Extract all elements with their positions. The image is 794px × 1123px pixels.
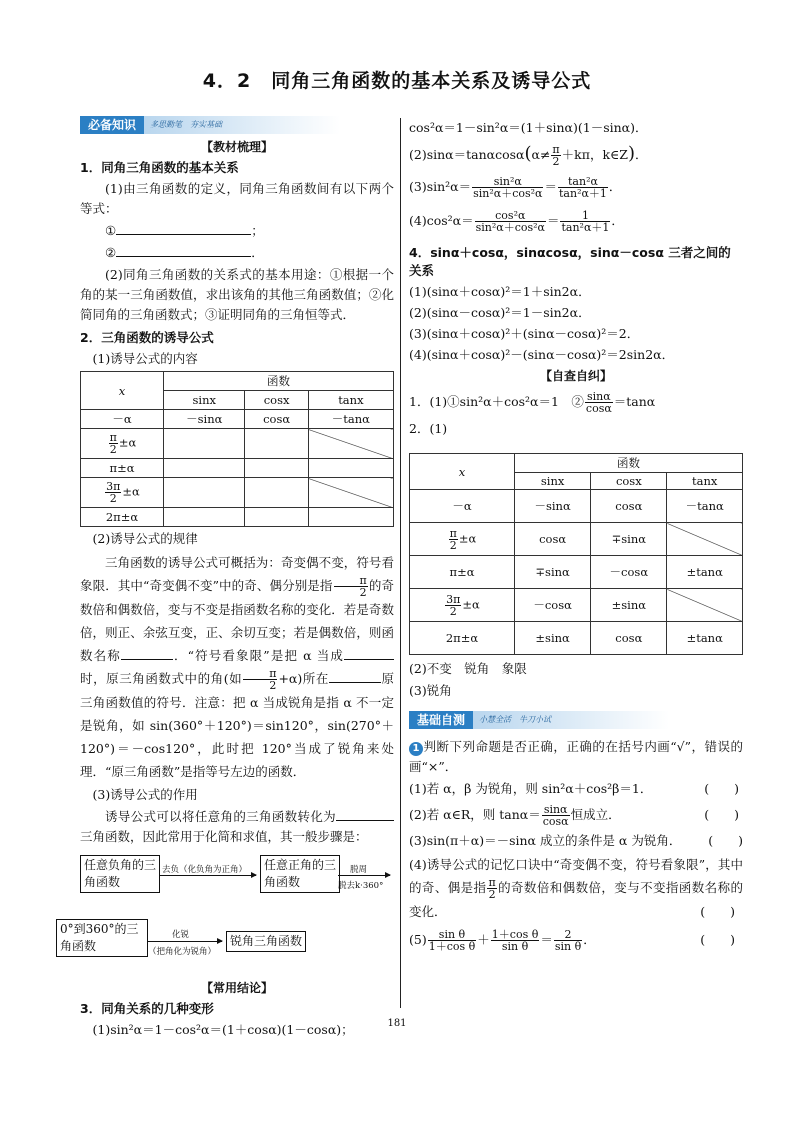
text: (3)sin²α＝ (409, 179, 472, 194)
formula-line: cos²α＝1－sin²α＝(1＋sinα)(1－sinα)． (409, 120, 648, 135)
text: (1)若 α，β 为锐角，则 sin²α＋cos²β＝1． (409, 781, 653, 796)
row-label: π±α (410, 556, 515, 589)
frac-den: sin θ (501, 940, 529, 953)
frac-den: 2 (109, 443, 117, 456)
table-cell (164, 478, 245, 508)
row-label (81, 478, 164, 508)
table-header-x: x (410, 454, 515, 490)
text: (4)诱导公式的记忆口诀中“奇变偶不变，符号看象限”，其中的奇、偶是指 (409, 857, 743, 895)
flow-box: 任意负角的三角函数 (80, 855, 160, 893)
text: ＋kπ，k∈Z (561, 147, 628, 162)
table-header-group: 函数 (515, 454, 743, 473)
answer-paren[interactable]: ( ) (700, 932, 735, 947)
row-label: π±α (81, 459, 164, 478)
table-col-header: cosx (245, 391, 308, 410)
text: 原三角函数值的符号．注意：把 α 当成锐角是指 α 不一定是锐角，如 sin(360°＋120°)＝sin120°，sin(270°＋120°)＝－cos120°，此时把 120°当成了锐角来处理．“原三角函数”是指等号左边的函数． (80, 671, 394, 779)
right-column (409, 116, 743, 957)
frac-num: π (243, 668, 277, 680)
frac-num: 3π (446, 592, 461, 606)
text: (4)cos²α＝ (409, 213, 474, 228)
row-label: 2π±α (410, 622, 515, 655)
frac-num: 2 (554, 929, 582, 941)
flow-label: 化锐 (172, 930, 190, 940)
frac-den: tan²α＋1 (559, 187, 607, 200)
question-text (409, 737, 743, 777)
fill-blank (329, 670, 381, 683)
table-cell (245, 459, 308, 478)
answer-paren[interactable]: ( ) (708, 833, 743, 848)
table-cell: ∓sinα (515, 556, 591, 589)
table-cell: cosα (245, 410, 308, 429)
table-cell (164, 459, 245, 478)
frac-den: cosα (585, 402, 612, 415)
table-row (410, 490, 743, 523)
formula-line: (2)(sinα－cosα)²＝1－sin2α． (409, 305, 591, 320)
banner-tag: 必备知识 (80, 116, 144, 134)
fill-blank (116, 222, 251, 235)
table-cell: ∓sinα (591, 523, 667, 556)
text: +α)所在 (278, 671, 329, 686)
page-title: 4．2 同角三角函数的基本关系及诱导公式 (202, 70, 592, 92)
question-number-badge: 1 (409, 742, 423, 756)
formula-line: (1)(sinα＋cosα)²＝1＋sin2α． (409, 284, 591, 299)
section-banner-jichu (409, 711, 743, 729)
answer-paren[interactable]: ( ) (704, 781, 739, 796)
frac-num: π (488, 876, 496, 889)
answer-line (409, 387, 743, 417)
subsection-heading: 【自查自纠】 (539, 369, 612, 383)
table-cell (245, 478, 308, 508)
frac-num: tan²α (558, 176, 608, 188)
table-cell: cosα (515, 523, 591, 556)
banner-slogan: 多思勤笔 夯实基础 (144, 116, 340, 134)
flow-arrow (160, 875, 256, 876)
text: α≠ (531, 147, 551, 162)
text: (2)若 α∈R，则 tanα＝ (409, 807, 541, 822)
table-row (81, 478, 394, 508)
text: 时，原三角函数式中的角(如 (80, 671, 243, 686)
table-row (410, 589, 743, 622)
banner-tag: 基础自测 (409, 711, 473, 729)
frac-den: 2 (449, 604, 457, 618)
table-col-header: sinx (164, 391, 245, 410)
label-tail: ±α (458, 531, 477, 545)
flow-arrow (338, 875, 390, 876)
table-cell: －cosα (591, 556, 667, 589)
frac-num: π (552, 143, 560, 156)
row-label: －α (81, 410, 164, 429)
section-banner-bibei (80, 116, 394, 134)
paragraph: (1)由三角函数的定义，同角三角函数间有以下两个等式： (80, 181, 394, 216)
subheading: (3)诱导公式的作用 (92, 787, 198, 802)
formula-table-blank (80, 371, 394, 527)
frac-num: sin θ (428, 929, 477, 941)
table-cell (164, 429, 245, 459)
subsection-heading: 【常用结论】 (200, 981, 273, 995)
flow-box: 任意正角的三角函数 (260, 855, 340, 893)
formula-line: (4)(sinα＋cosα)²－(sinα－cosα)²＝2sin2α． (409, 347, 675, 362)
blank-line (80, 243, 394, 263)
frac-num: 1＋cos θ (491, 928, 539, 941)
fill-blank (336, 808, 394, 821)
frac-den: 2 (359, 586, 367, 599)
frac-den: 2 (269, 679, 277, 692)
text: ＝tanα (613, 394, 656, 409)
text: (5) (409, 932, 427, 947)
section-title: 2．三角函数的诱导公式 (80, 330, 214, 345)
flow-diagram (60, 853, 394, 973)
frac-den: sin²α＋cos²α (475, 221, 545, 234)
subheading: (2)诱导公式的规律 (92, 531, 198, 546)
table-col-header: tanx (308, 391, 393, 410)
frac-num: 1 (560, 210, 610, 222)
formula-line: (2)sinα＝tanαcosα(α≠ $\frac{\pi}{2}$ ＋kπ，k∈Z)． (409, 143, 648, 168)
flow-label: （把角化为锐角） (148, 947, 217, 957)
table-cell (308, 459, 393, 478)
text: 判断下列命题是否正确，正确的在括号内画“√”，错误的画“×”． (409, 739, 743, 774)
section-title: 4．sinα＋cosα，sinαcosα，sinα－cosα 三者之间的关系 (409, 245, 731, 278)
paragraph: (2)同角三角函数的关系式的基本用途：①根据一个角的某一三角函数值，求出该角的其他三角函数值；②化简同角的三角函数式；③证明同角的三角恒等式． (80, 267, 394, 322)
question-item (409, 853, 743, 923)
flow-box: 锐角三角函数 (226, 931, 306, 952)
frac-num: sinα (585, 391, 613, 403)
table-row (81, 459, 394, 478)
table-cell: ±tanα (667, 622, 743, 655)
text: 恒成立． (570, 807, 621, 822)
left-column (60, 116, 394, 1042)
frac-den: 2 (552, 155, 560, 168)
table-cell: －tanα (667, 490, 743, 523)
table-cell: ±sinα (591, 589, 667, 622)
table-col-header: sinx (515, 473, 591, 490)
frac-den: cosα (542, 815, 569, 828)
section-title: 1．同角三角函数的基本关系 (80, 160, 239, 175)
label-tail: ±α (118, 435, 137, 450)
frac-num: 3π (106, 480, 121, 493)
formula-line: (4)cos²α＝ $\frac{\text{cos²α}}{\text{sin²α＋cos²α}}$ ＝ $\frac{1}{\text{tan²α＋1}}$ ． (409, 209, 624, 234)
table-cell: ±sinα (515, 622, 591, 655)
answer-line: (2)不变 锐角 象限 (409, 661, 527, 676)
table-cell: －sinα (164, 410, 245, 429)
table-header-group: 函数 (164, 372, 394, 391)
label-tail: ±α (122, 484, 140, 499)
fill-blank (344, 647, 394, 660)
question-item (409, 831, 743, 851)
table-cell-diagonal (308, 429, 393, 459)
text: 的奇数倍和偶数倍，变与不变指函数名称的变化． (409, 880, 743, 919)
text: 诱导公式可以将任意角的三角函数转化为 (105, 809, 336, 824)
label-tail: ±α (462, 597, 480, 611)
table-row (410, 622, 743, 655)
table-cell (164, 508, 245, 527)
table-row (81, 508, 394, 527)
subsection-heading: 【教材梳理】 (200, 140, 273, 154)
text: 1．(1)①sin²α＋cos²α＝1 ② (409, 394, 584, 409)
table-cell-diagonal (667, 589, 743, 622)
frac-num: π (334, 575, 368, 587)
question-item (409, 801, 743, 829)
frac-den: 2 (109, 492, 117, 505)
text: (2)sinα＝tanαcosα (409, 147, 525, 162)
table-row (81, 410, 394, 429)
frac-num: cos²α (475, 210, 546, 222)
frac-den: tan²α＋1 (561, 221, 610, 234)
fill-blank (121, 647, 173, 660)
frac-num: π (109, 431, 117, 444)
table-cell (245, 429, 308, 459)
table-row (410, 523, 743, 556)
answer-paren[interactable]: ( ) (704, 807, 739, 822)
row-label: －α (410, 490, 515, 523)
flow-label: 脱去k·360° (338, 881, 384, 891)
frac-num: sin²α (472, 176, 543, 188)
column-divider (400, 118, 401, 1008)
subheading: (1)诱导公式的内容 (92, 351, 198, 366)
frac-den: 2 (449, 538, 457, 552)
text: ．“符号看象限”是把 α 当成 (172, 648, 344, 663)
table-cell: cosα (591, 490, 667, 523)
paragraph (80, 807, 394, 847)
row-label (81, 429, 164, 459)
table-cell: －sinα (515, 490, 591, 523)
blank-label: ② (105, 245, 117, 260)
blank-line (80, 221, 394, 241)
answer-line: 2．(1) (409, 421, 448, 436)
blank-label: ① (105, 223, 117, 238)
formula-line: (3)(sinα＋cosα)²＋(sinα－cosα)²＝2． (409, 326, 640, 341)
frac-den: 1＋cos θ (428, 940, 476, 953)
page-number: 181 (387, 1018, 407, 1029)
table-row (410, 556, 743, 589)
frac-den: sin θ (554, 940, 582, 953)
table-header-x: x (81, 372, 164, 410)
table-cell (308, 508, 393, 527)
formula-line: (1)sin²α＝1－cos²α＝(1＋cosα)(1－cosα)； (92, 1022, 354, 1037)
table-cell: ±tanα (667, 556, 743, 589)
answer-line: (3)锐角 (409, 683, 452, 698)
flow-arrow (148, 941, 222, 942)
frac-den: 2 (488, 888, 496, 901)
frac-num: sinα (542, 804, 570, 816)
text: (3)sin(π＋α)＝－sinα 成立的条件是 α 为锐角． (409, 833, 682, 848)
table-cell-diagonal (308, 478, 393, 508)
text: 三角函数，因此常用于化简和求值，其一般步骤是： (80, 829, 368, 844)
flow-box: 0°到360°的三角函数 (56, 919, 148, 957)
row-label: 2π±α (81, 508, 164, 527)
section-title: 3．同角关系的几种变形 (80, 1001, 214, 1016)
frac-den: sin²α＋cos²α (473, 187, 543, 200)
table-cell: －tanα (308, 410, 393, 429)
row-label (410, 589, 515, 622)
fill-blank (116, 244, 251, 257)
text: 的奇数倍和偶数倍，变与不变是指函数名称的变化．若是奇数倍，则正、余弦互变，正、余切互变；若是偶数倍，则函数名称 (80, 578, 394, 663)
question-item: (5) $\frac{\text{sin θ}}{\text{1＋cos θ}}$ ＋ $\frac{\text{1＋cos θ}}{\text{sin θ}}$ ＝ $\frac{2}{\text{sin θ}}$ ． ( ) (409, 925, 743, 955)
banner-slogan: 小慧全活 牛刀小试 (473, 711, 669, 729)
frac-num: π (449, 526, 457, 540)
formula-line: (3)sin²α＝ $\frac{\text{sin²α}}{\text{sin²α＋cos²α}}$ ＝ $\frac{\text{tan²α}}{\text{tan²α＋1}}$ ． (409, 175, 622, 200)
blank-end: ； (251, 223, 264, 238)
table-col-header: cosx (591, 473, 667, 490)
answer-paren[interactable]: ( ) (700, 904, 735, 919)
formula-table-answers (409, 453, 743, 655)
table-col-header: tanx (667, 473, 743, 490)
flow-label: 脱周 (350, 865, 368, 875)
rule-paragraph (80, 551, 394, 783)
question-item (409, 779, 743, 799)
blank-end: ． (251, 245, 264, 260)
table-cell: －cosα (515, 589, 591, 622)
text: 三角函数的诱导公式可概括为：奇变偶不变，符号看象限．其中“奇变偶不变”中的奇、偶分别是指 (80, 555, 394, 593)
table-cell-diagonal (667, 523, 743, 556)
row-label (410, 523, 515, 556)
table-cell: cosα (591, 622, 667, 655)
table-cell (245, 508, 308, 527)
flow-label: 去负（化负角为正角） (162, 865, 248, 875)
table-row (81, 429, 394, 459)
